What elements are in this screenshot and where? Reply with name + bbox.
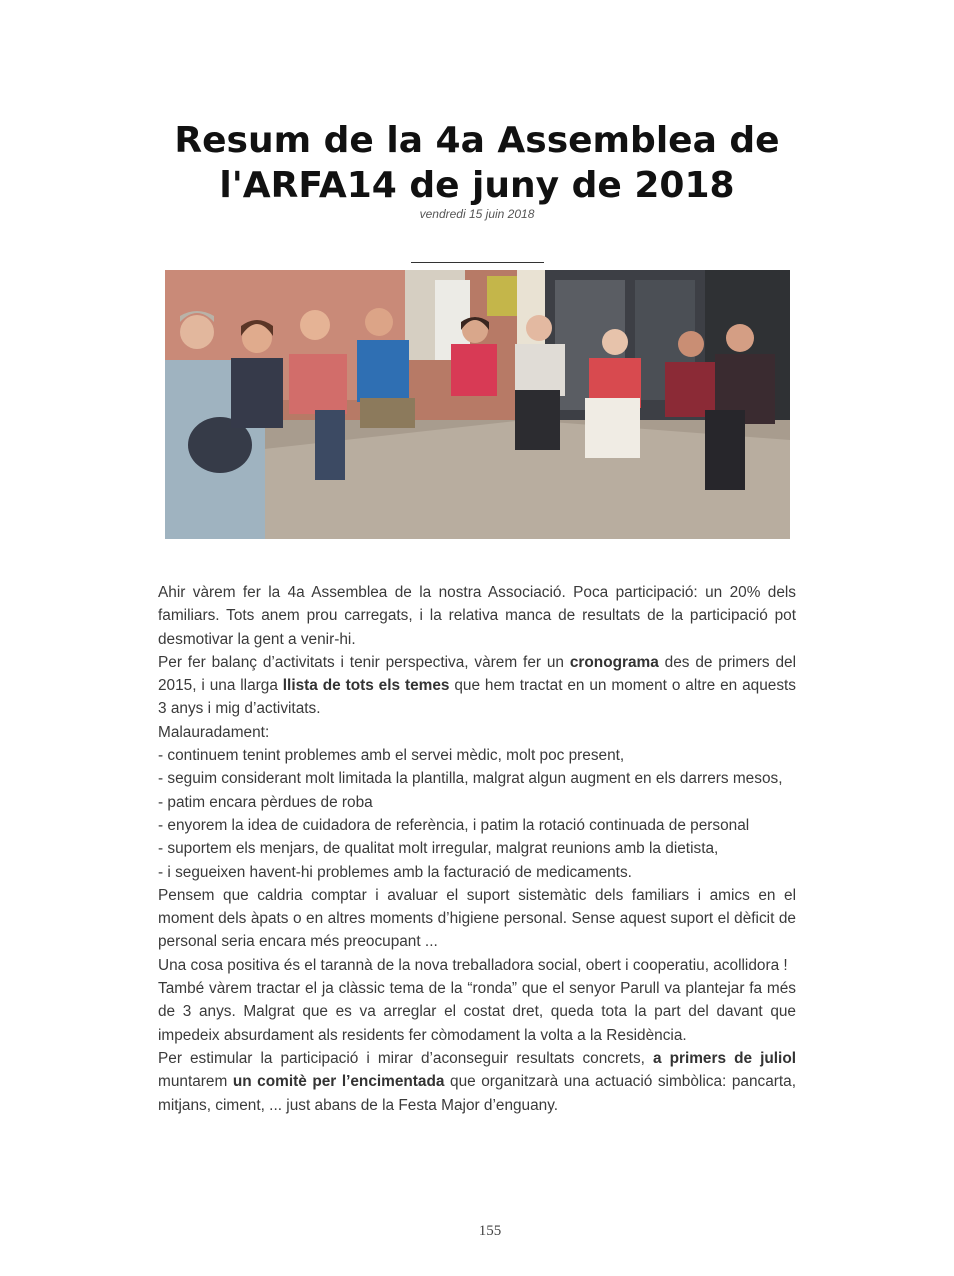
assembly-photo	[165, 270, 790, 539]
article-title: Resum de la 4a Assemblea de l'ARFA14 de juny de 2018	[174, 120, 780, 206]
paragraph-text: - seguim considerant molt limitada la plantilla, malgrat algun augment en els darrers mesos,	[158, 770, 783, 788]
body-paragraph	[158, 581, 796, 651]
paragraph-text: Malauradament:	[158, 723, 270, 741]
bold-text: a primers de juliol	[652, 1049, 796, 1067]
body-paragraph	[158, 837, 796, 860]
paragraph-text: que organitzarà una actuació simbòlica: pancarta, mitjans, ciment, ... just abans de la Festa Major d’enguany.	[158, 1073, 797, 1114]
paragraph-text: Per estimular la participació i mirar d’aconseguir resultats concrets,	[158, 1049, 653, 1067]
paragraph-text: Ahir vàrem fer la 4a Assemblea de la nostra Associació. Poca participació: un 20% dels familiars. Tots anem prou carregats, i la relativa manca de resultats de la participació pot desmotivar la gent a venir-hi.	[158, 584, 796, 648]
body-paragraph	[158, 744, 796, 767]
paragraph-text: - i segueixen havent-hi problemes amb la facturació de medicaments.	[158, 863, 632, 881]
body-paragraph	[158, 814, 796, 837]
body-paragraph	[158, 1047, 796, 1117]
paragraph-text: des de primers del 2015, i una llarga	[158, 653, 796, 695]
paragraph-text: Una cosa positiva és el tarannà de la nova treballadora social, obert i cooperatiu, acollidora !	[158, 956, 788, 974]
body-paragraph	[158, 977, 796, 1047]
bold-text: llista de tots els temes	[282, 677, 450, 695]
body-paragraph	[158, 721, 796, 744]
paragraph-text: que hem tractat en un moment o altre en aquests 3 anys i mig d’activitats.	[158, 677, 796, 718]
paragraph-text: - patim encara pèrdues de roba	[158, 793, 373, 811]
paragraph-text: Per fer balanç d’activitats i tenir perspectiva, vàrem fer un	[158, 653, 570, 671]
body-paragraph	[158, 884, 796, 954]
body-paragraph	[158, 651, 796, 721]
paragraph-text: - continuem tenint problemes amb el servei mèdic, molt poc present,	[158, 747, 625, 765]
article-body	[158, 581, 796, 1117]
paragraph-text: muntarem	[158, 1073, 233, 1091]
title-separator	[411, 262, 544, 263]
body-paragraph	[158, 954, 796, 977]
body-paragraph	[158, 767, 796, 790]
paragraph-text: - suportem els menjars, de qualitat molt irregular, malgrat reunions amb la dietista,	[158, 840, 719, 858]
bold-text: un comitè per l’encimentada	[232, 1073, 445, 1091]
paragraph-text: Pensem que caldria comptar i avaluar el suport sistemàtic dels familiars i amics en el moment dels àpats o en altres moments d’higiene personal. Sense aquest suport el dèficit de personal seria encara més preocupant ...	[158, 886, 796, 951]
article-date: vendredi 15 juin 2018	[419, 207, 535, 221]
paragraph-text: - enyorem la idea de cuidadora de referència, i patim la rotació continuada de personal	[158, 816, 750, 834]
page-number: 155	[478, 1223, 502, 1239]
bold-text: cronograma	[569, 653, 659, 671]
body-paragraph	[158, 861, 796, 884]
body-paragraph	[158, 791, 796, 814]
paragraph-text: També vàrem tractar el ja clàssic tema de la “ronda” que el senyor Parull va plantejar fa més de 3 anys. Malgrat que es va arreglar el costat dret, queda tota la part del davant que impedeix absurdament als residents fer còmodament la volta a la Residència.	[158, 980, 796, 1044]
